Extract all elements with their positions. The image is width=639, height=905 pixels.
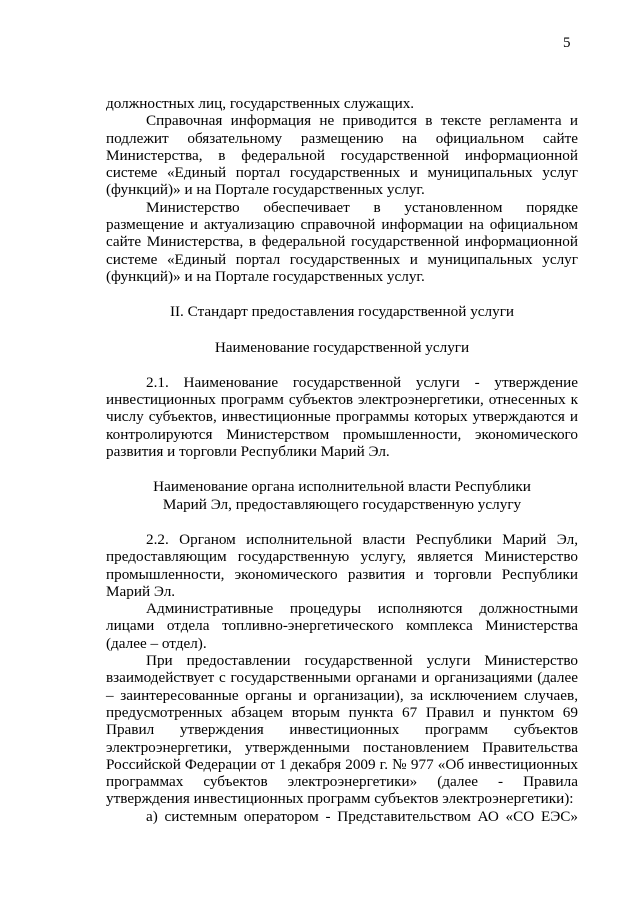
paragraph-system-operator: а) системным оператором - Представительством АО «СО ЕЭС» — [146, 807, 578, 825]
paragraph-2-2: 2.2. Органом исполнительной власти Республики Марий Эл, предоставляющим государственную услугу, является Министерство промышленности, экономического развития и торговли Республики Марий Эл. — [106, 530, 578, 600]
paragraph-continuation: должностных лиц, государственных служащих. — [106, 95, 415, 112]
paragraph-interaction: При предоставлении государственной услуги Министерство взаимодействует с государственными органами и организациями (далее – заинтересованные органы и организации), за исключением случаев, предусмотренных абзацем вторым пункта 67 Правил и пунктом 69 Правил утверждения инвестиционных программ субъектов электроэнергетики, утвержденными постановлением Правительства Российской Федерации от 1 декабря 2009 г. № 977 «Об инвестиционных программах субъектов электроэнергетики» (далее - Правила утверждения инвестиционных программ субъектов электроэнергетики): — [106, 652, 578, 808]
subsection-heading-service-name: Наименование государственной услуги — [214, 338, 470, 356]
subsection-heading-authority-line-2: Марий Эл, предоставляющего государственную услугу — [162, 495, 522, 513]
subsection-heading-authority-line-1: Наименование органа исполнительной власти Республики — [153, 478, 531, 496]
paragraph-ministry-placement: Министерство обеспечивает в установленном порядке размещение и актуализацию справочной информации на официальном сайте Министерства, в федеральной государственной информационной системе «Единый портал государственных и муниципальных услуг (функций)» и на Портале государственных услуг. — [106, 198, 578, 285]
paragraph-reference-info: Справочная информация не приводится в тексте регламента и подлежит обязательному размещению на официальном сайте Министерства, в федеральной государственной информационной системе «Единый портал государственных и муниципальных услуг (функций)» и на Портале государственных услуг. — [106, 112, 578, 199]
document-body — [106, 95, 578, 825]
paragraph-admin-procedures: Административные процедуры исполняются должностными лицами отдела топливно-энергетического комплекса Министерства (далее – отдел). — [106, 600, 578, 652]
paragraph-2-1: 2.1. Наименование государственной услуги - утверждение инвестиционных программ субъектов электроэнергетики, отнесенных к числу субъектов, инвестиционные программы которых утверждаются и контролируются Министерством промышленности, экономического развития и торговли Республики Марий Эл. — [106, 373, 578, 461]
page-number: 5 — [563, 35, 571, 51]
section-heading: II. Стандарт предоставления государственной услуги — [169, 303, 515, 321]
